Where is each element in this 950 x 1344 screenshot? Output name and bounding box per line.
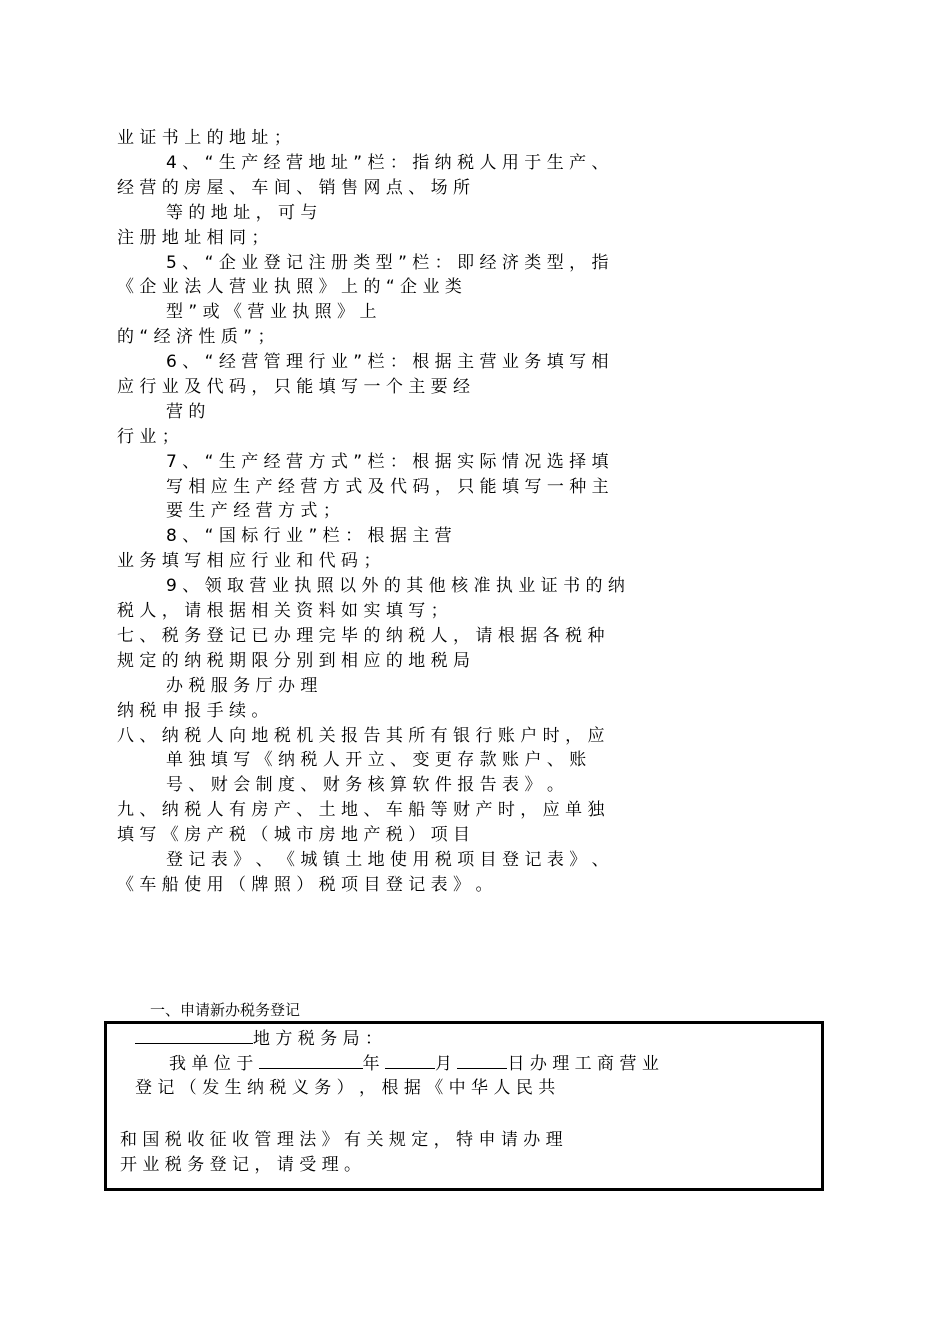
text-line: 应 行 业 及 代 码 ， 只 能 填 写 一 个 主 要 经 [117, 377, 471, 397]
text-line: 七 、 税 务 登 记 已 办 理 完 毕 的 纳 税 人 ， 请 根 据 各 税 种 [117, 626, 605, 646]
text-line: 5 、 “ 企 业 登 记 注 册 类 型 ” 栏 ： 即 经 济 类 型 ， 指 [166, 253, 609, 273]
text-line: 业 务 填 写 相 应 行 业 和 代 码 ； [117, 551, 381, 571]
text-line: 9 、 领 取 营 业 执 照 以 外 的 其 他 核 准 执 业 证 书 的 纳 [166, 576, 625, 596]
text-line: 营 的 [166, 402, 206, 422]
form-line-5: 开 业 税 务 登 记 ， 请 受 理 。 [120, 1155, 362, 1175]
text-line: 税 人 ， 请 根 据 相 关 资 料 如 实 填 写 ； [117, 601, 448, 621]
form-line-3: 登 记 （ 发 生 纳 税 义 务 ） ， 根 据 《 中 华 人 民 共 [135, 1078, 556, 1098]
application-form-box [104, 1021, 824, 1191]
text-line: 8 、 “ 国 标 行 业 ” 栏 ： 根 据 主 营 [166, 526, 452, 546]
month-label: 月 [435, 1054, 453, 1074]
text-line: 填 写 《 房 产 税 （ 城 市 房 地 产 税 ） 项 目 [117, 825, 471, 845]
text-line: 要 生 产 经 营 方 式 ； [166, 501, 340, 521]
text-line: 注 册 地 址 相 同 ； [117, 228, 269, 248]
text-line: 经 营 的 房 屋 、 车 间 、 销 售 网 点 、 场 所 [117, 178, 471, 198]
bureau-name-blank[interactable] [135, 1027, 253, 1044]
text-line: 《 车 船 使 用 （ 牌 照 ） 税 项 目 登 记 表 》 。 [117, 875, 493, 895]
year-label: 年 [362, 1054, 380, 1074]
text-line: 九 、 纳 税 人 有 房 产 、 土 地 、 车 船 等 财 产 时 ， 应 单 独 [117, 800, 605, 820]
text-line: 办 税 服 务 厅 办 理 [166, 676, 318, 696]
form-line-4: 和 国 税 收 征 收 管 理 法 》 有 关 规 定 ， 特 申 请 办 理 [120, 1130, 563, 1150]
form-line-1 [135, 1027, 382, 1050]
year-blank[interactable] [259, 1052, 363, 1069]
text-line: 规 定 的 纳 税 期 限 分 别 到 相 应 的 地 税 局 [117, 651, 471, 671]
text-line: 号 、 财 会 制 度 、 财 务 核 算 软 件 报 告 表 》 。 [166, 775, 564, 795]
text-line: 等 的 地 址 ， 可 与 [166, 203, 318, 223]
text-line: 《 企 业 法 人 营 业 执 照 》 上 的 “ 企 业 类 [117, 277, 462, 297]
text-line: 写 相 应 生 产 经 营 方 式 及 代 码 ， 只 能 填 写 一 种 主 [166, 477, 609, 497]
text-line: 型 ” 或 《 营 业 执 照 》 上 [166, 302, 377, 322]
text-line: 业 证 书 上 的 地 址 ； [117, 128, 291, 148]
text-line: 纳 税 申 报 手 续 。 [117, 701, 269, 721]
section-title: 一、申请新办税务登记 [150, 1001, 301, 1019]
text-line: 6 、 “ 经 营 管 理 行 业 ” 栏 ： 根 据 主 营 业 务 填 写 相 [166, 352, 609, 372]
text-line: 登 记 表 》 、 《 城 镇 土 地 使 用 税 项 目 登 记 表 》 、 [166, 850, 609, 870]
form-line-2 [169, 1052, 659, 1075]
bureau-suffix: 地 方 税 务 局 ： [253, 1029, 383, 1049]
text-line: 7 、 “ 生 产 经 营 方 式 ” 栏 ： 根 据 实 际 情 况 选 择 填 [166, 452, 609, 472]
day-rest: 日 办 理 工 商 营 业 [507, 1054, 659, 1074]
text-line: 行 业 ； [117, 427, 179, 447]
day-blank[interactable] [457, 1052, 507, 1069]
text-line: 单 独 填 写 《 纳 税 人 开 立 、 变 更 存 款 账 户 、 账 [166, 750, 587, 770]
month-blank[interactable] [385, 1052, 435, 1069]
text-line: 4 、 “ 生 产 经 营 地 址 ” 栏 ： 指 纳 税 人 用 于 生 产 、 [166, 153, 609, 173]
text-line: 的 “ 经 济 性 质 ” ； [117, 327, 275, 347]
text-line: 八 、 纳 税 人 向 地 税 机 关 报 告 其 所 有 银 行 账 户 时 ， 应 [117, 726, 605, 746]
form-intro: 我 单 位 于 [169, 1054, 254, 1074]
